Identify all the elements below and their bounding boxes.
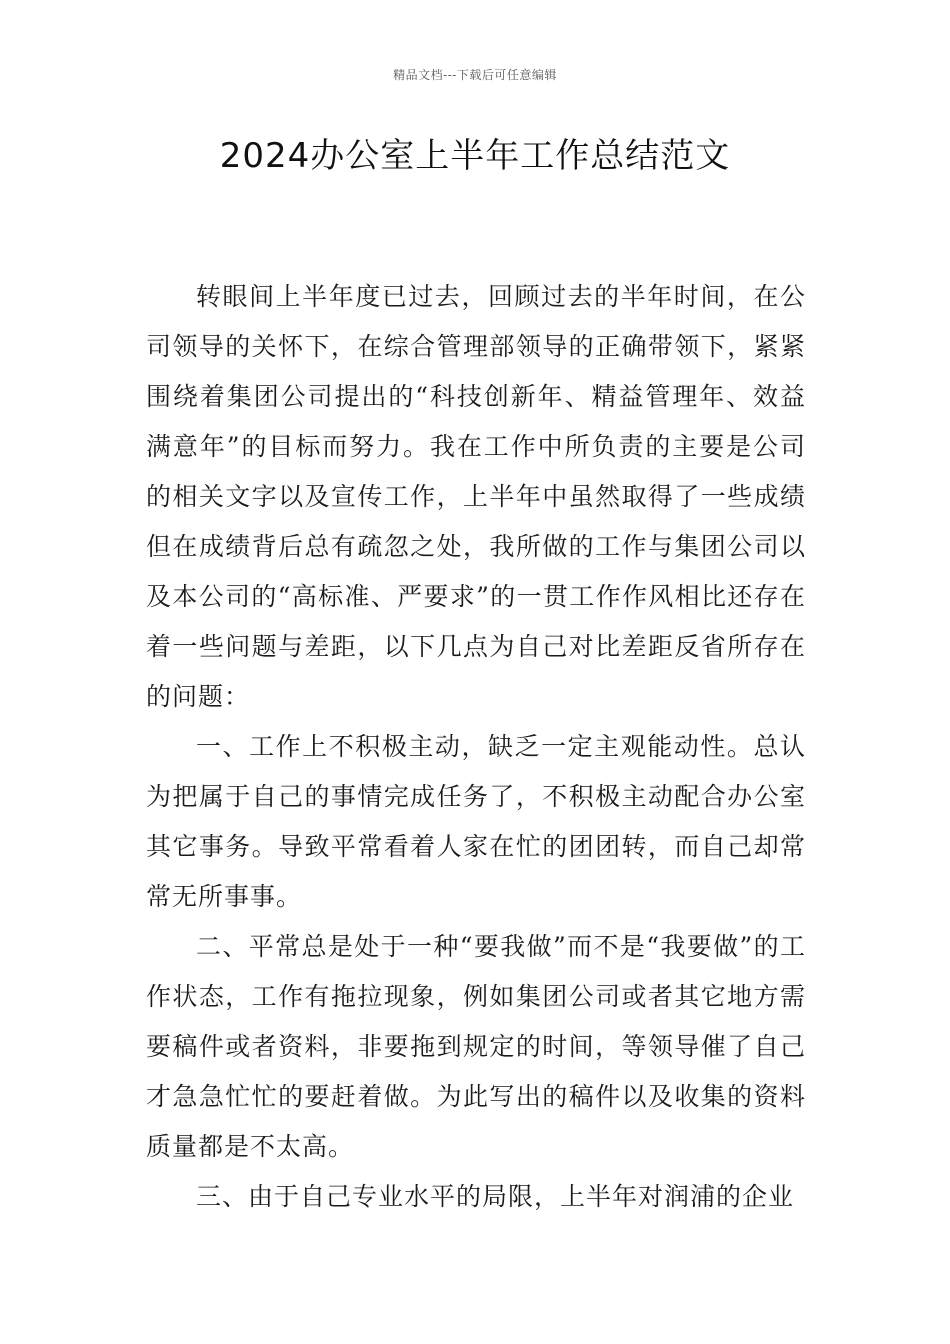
paragraph-point-three: 三、由于自己专业水平的局限，上半年对润浦的企业 <box>196 1182 795 1211</box>
paragraph-point-two: 二、平常总是处于一种“要我做”而不是“我要做”的工作状态，工作有拖拉现象，例如集团公司或者其它地方需要稿件或者资料，非要拖到规定的时间，等领导催了自己才急急忙忙的要赶着做。为此写出的稿件以及收集的资料质量都是不太高。 <box>146 932 806 1161</box>
document-title: 2024办公室上半年工作总结范文 <box>219 136 731 176</box>
document-body <box>146 272 806 1222</box>
paragraph-point-one: 一、工作上不积极主动，缺乏一定主观能动性。总认为把属于自己的事情完成任务了，不积极主动配合办公室其它事务。导致平常看着人家在忙的团团转，而自己却常常无所事事。 <box>146 732 806 911</box>
paragraph-intro: 转眼间上半年度已过去，回顾过去的半年时间，在公司领导的关怀下，在综合管理部领导的正确带领下，紧紧围绕着集团公司提出的“科技创新年、精益管理年、效益满意年”的目标而努力。我在工作中所负责的主要是公司的相关文字以及宣传工作，上半年中虽然取得了一些成绩但在成绩背后总有疏忽之处，我所做的工作与集团公司以及本公司的“高标准、严要求”的一贯工作作风相比还存在着一些问题与差距，以下几点为自己对比差距反省所存在的问题： <box>146 282 806 711</box>
header-note: 精品文档---下载后可任意编辑 <box>393 68 557 82</box>
